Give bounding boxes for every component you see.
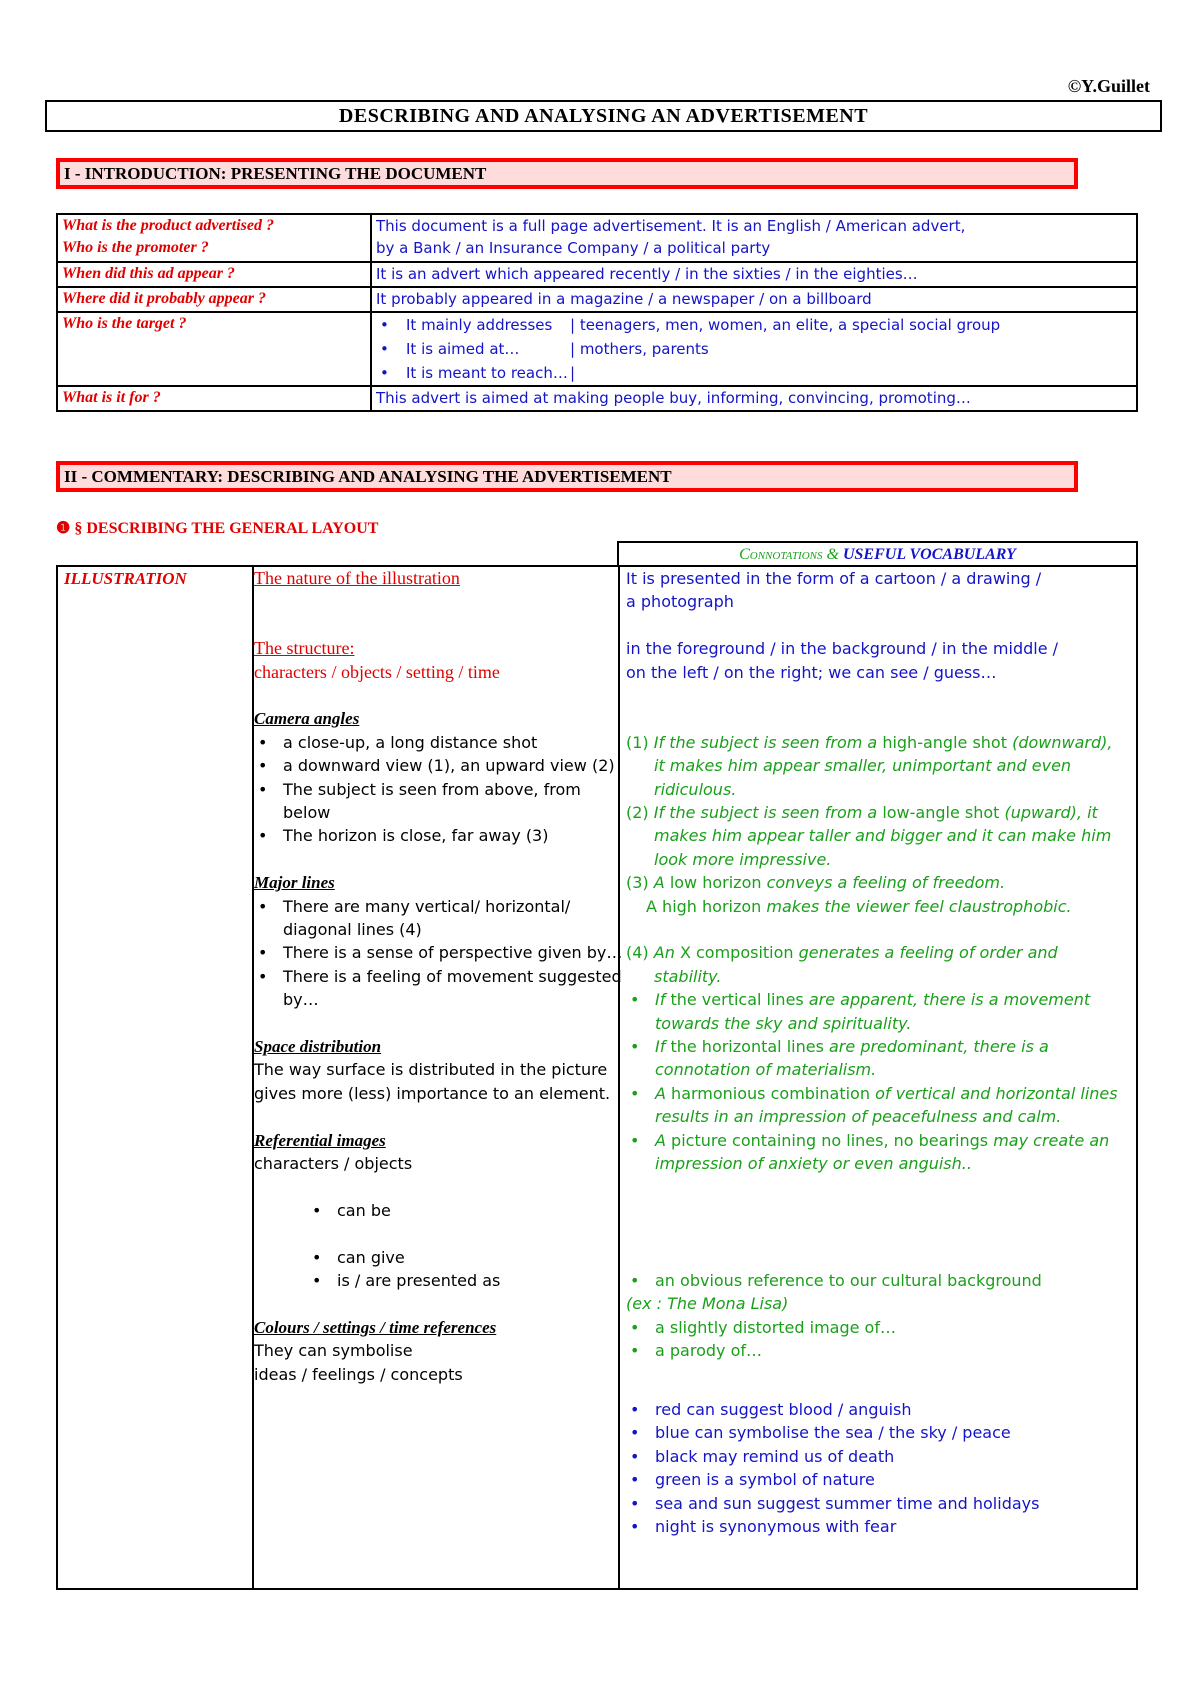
camera-angles-heading: Camera angles: [254, 709, 360, 729]
connotations-label: Connotations: [739, 546, 823, 563]
target-line: [376, 361, 1132, 385]
section-1-heading: I - INTRODUCTION: PRESENTING THE DOCUMENT: [56, 158, 1078, 189]
colours-text: They can symbolise: [254, 1341, 413, 1361]
list-item: • If the horizontal lines are predominant, there is a connotation of materialism.: [626, 1035, 1126, 1082]
colours-heading: Colours / settings / time references: [254, 1317, 497, 1337]
illustration-column: [64, 567, 244, 590]
list-item: • sea and sun suggest summer time and holidays: [626, 1492, 1126, 1515]
section-2-heading: II - COMMENTARY: DESCRIBING AND ANALYSING THE ADVERTISEMENT: [56, 461, 1078, 492]
answer-cell: This advert is aimed at making people buy, informing, convincing, promoting…: [371, 386, 1137, 411]
table-row: [57, 287, 1137, 312]
illustration-label: ILLUSTRATION: [64, 569, 187, 588]
question-cell: [57, 214, 371, 262]
author-credit: ©Y.Guillet: [1067, 76, 1150, 96]
answer-cell: It probably appeared in a magazine / a newspaper / on a billboard: [371, 287, 1137, 312]
vocab-line: It is presented in the form of a cartoon / a drawing /: [626, 569, 1042, 588]
table-row: [57, 214, 1137, 262]
lines-notes-list: [626, 988, 1126, 1175]
table-row: [57, 386, 1137, 411]
major-lines-heading: Major lines: [254, 873, 335, 893]
question-cell: Who is the target ?: [57, 312, 371, 386]
answer-text: This document is a full page advertisement. It is an English / American advert,: [376, 217, 966, 235]
list-item: • a close-up, a long distance shot: [254, 731, 624, 754]
list-item: • A picture containing no lines, no bearings may create an impression of anxiety or even anguish..: [626, 1129, 1126, 1176]
elements-column: [254, 567, 624, 1386]
answer-text: by a Bank / an Insurance Company / a political party: [376, 239, 771, 257]
list-item: • There is a feeling of movement suggested by…: [254, 965, 624, 1012]
bullet-icon: •: [380, 340, 389, 358]
space-distribution-heading: Space distribution: [254, 1037, 382, 1057]
connotations-column: [626, 567, 1126, 1539]
target-complement: |: [570, 364, 576, 382]
vocabulary-label: USEFUL VOCABULARY: [842, 546, 1016, 563]
question-cell: When did this ad appear ?: [57, 262, 371, 287]
list-item: • red can suggest blood / anguish: [626, 1398, 1126, 1421]
referential-images-subtext: characters / objects: [254, 1154, 413, 1174]
list-item: • can be: [254, 1199, 624, 1222]
vocab-line: a photograph: [626, 592, 734, 612]
number-one-icon: ❶: [56, 520, 71, 537]
colours-text: ideas / feelings / concepts: [254, 1364, 463, 1384]
bullet-icon: •: [380, 316, 389, 334]
bullet-icon: •: [380, 364, 389, 382]
subheading-text: § DESCRIBING THE GENERAL LAYOUT: [74, 520, 379, 537]
space-distribution-text: The way surface is distributed in the picture gives more (less) importance to an element.: [254, 1060, 611, 1103]
list-item: • If the vertical lines are apparent, there is a movement towards the sky and spirituality.: [626, 988, 1126, 1035]
target-complement: | teenagers, men, women, an elite, a special social group: [570, 316, 1001, 334]
connotations-header: [617, 541, 1138, 567]
list-item: • a slightly distorted image of…: [626, 1316, 1126, 1339]
list-item: • an obvious reference to our cultural background: [626, 1269, 1126, 1292]
list-item: • The horizon is close, far away (3): [254, 824, 624, 847]
list-item: • A harmonious combination of vertical and horizontal lines results in an impression of peacefulness and calm.: [626, 1082, 1126, 1129]
target-complement: | mothers, parents: [570, 340, 709, 358]
layout-table: [56, 565, 1138, 1590]
list-item: • blue can symbolise the sea / the sky / peace: [626, 1421, 1126, 1444]
list-item: • green is a symbol of nature: [626, 1468, 1126, 1491]
vocab-line: in the foreground / in the background / in the middle /: [626, 639, 1059, 659]
question-cell: What is it for ?: [57, 386, 371, 411]
lines-note-4: (4) An X composition generates a feeling of order and stability.: [626, 943, 1058, 986]
list-item: • can give: [254, 1246, 624, 1269]
question-text: What is the product advertised ?: [62, 217, 275, 234]
camera-note-3b: A high horizon makes the viewer feel claustrophobic.: [646, 896, 1072, 916]
camera-note-1: (1) If the subject is seen from a high-angle shot (downward), it makes him appear smaller, unimportant and even ridiculous.: [626, 732, 1113, 799]
target-line: [376, 337, 1132, 361]
question-cell: Where did it probably appear ?: [57, 287, 371, 312]
target-line: [376, 313, 1132, 337]
layout-subheading: [56, 518, 378, 538]
introduction-table: [56, 213, 1138, 412]
referential-notes-list: [626, 1269, 1126, 1363]
list-item: • The subject is seen from above, from below: [254, 778, 624, 825]
target-phrase: It mainly addresses: [406, 316, 553, 334]
colour-notes-list: [626, 1398, 1126, 1538]
document-title: DESCRIBING AND ANALYSING AN ADVERTISEMENT: [45, 100, 1162, 132]
list-item: • is / are presented as: [254, 1269, 624, 1292]
list-item: • There are many vertical/ horizontal/ diagonal lines (4): [254, 895, 624, 942]
target-phrase: It is aimed at…: [406, 340, 520, 358]
camera-note-2: (2) If the subject is seen from a low-angle shot (upward), it makes him appear taller and bigger and it can make him look more impressive.: [626, 803, 1112, 869]
list-item: • a downward view (1), an upward view (2): [254, 754, 624, 777]
table-row: [57, 312, 1137, 386]
camera-note-3: (3) A low horizon conveys a feeling of freedom.: [626, 873, 1006, 893]
structure-subtext: characters / objects / setting / time: [254, 661, 500, 682]
nature-heading: The nature of the illustration: [254, 568, 460, 588]
target-phrase: It is meant to reach…: [406, 364, 568, 382]
answer-cell: It is an advert which appeared recently / in the sixties / in the eighties…: [371, 262, 1137, 287]
vocab-line: on the left / on the right; we can see / guess…: [626, 662, 997, 682]
structure-heading: The structure:: [254, 638, 355, 659]
question-text: Who is the promoter ?: [62, 239, 209, 256]
answer-cell: [371, 214, 1137, 262]
list-item: • black may remind us of death: [626, 1445, 1126, 1468]
target-cell: [371, 312, 1137, 386]
referential-images-heading: Referential images: [254, 1130, 386, 1150]
ampersand: &: [826, 546, 839, 563]
major-lines-list: [254, 895, 624, 1012]
list-item: • There is a sense of perspective given by…: [254, 941, 624, 964]
list-item: • a parody of…: [626, 1339, 1126, 1362]
camera-angles-list: [254, 731, 624, 848]
example-text: (ex : The Mona Lisa): [626, 1294, 789, 1314]
referential-list: [254, 1199, 624, 1293]
list-item: • night is synonymous with fear: [626, 1515, 1126, 1538]
table-row: [57, 262, 1137, 287]
